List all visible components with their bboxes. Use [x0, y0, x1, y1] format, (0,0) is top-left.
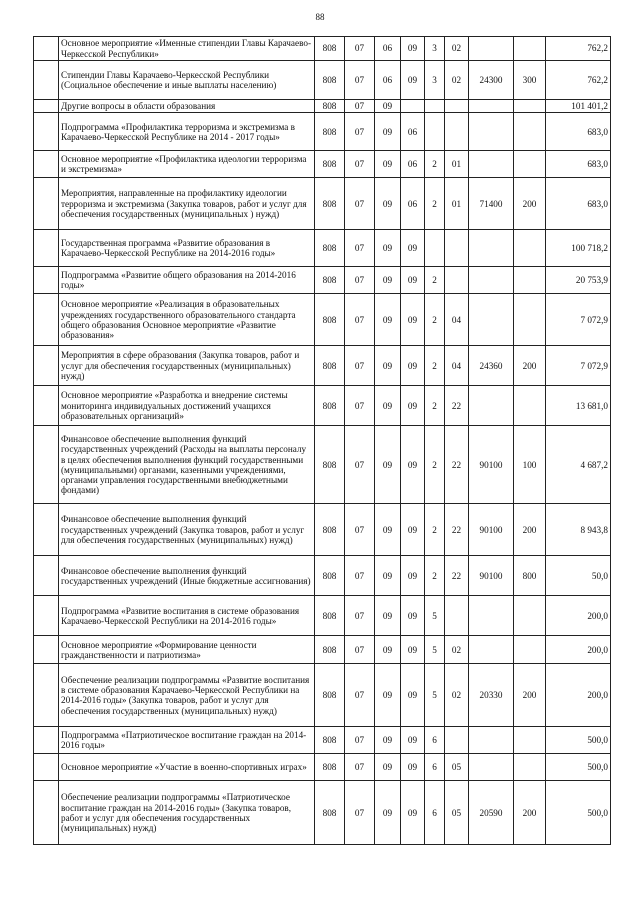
section-code: 07	[345, 37, 375, 61]
blank-cell	[34, 113, 59, 151]
event-code: 01	[445, 151, 469, 178]
row-name: Подпрограмма «Профилактика терроризма и экстремизма в Карачаево-Черкесской Республике на 2014 - 2017 годы»	[59, 113, 315, 151]
program-code: 09	[401, 664, 425, 727]
section-code: 07	[345, 754, 375, 781]
amount: 500,0	[546, 781, 611, 845]
subprogram-code: 5	[425, 596, 445, 636]
blank-cell	[34, 504, 59, 556]
event-code	[445, 100, 469, 113]
subsection-code: 09	[375, 727, 401, 754]
subprogram-code: 6	[425, 727, 445, 754]
subprogram-code	[425, 113, 445, 151]
row-name: Мероприятия, направленные на профилактику идеологии терроризма и экстремизма (Закупка товаров, работ и услуг для обеспечения государственных (муниципальных ) нужд)	[59, 178, 315, 230]
subsection-code: 09	[375, 781, 401, 845]
expense-type-code	[514, 386, 546, 426]
amount: 683,0	[546, 151, 611, 178]
section-code: 07	[345, 294, 375, 346]
budget-table	[33, 36, 611, 845]
program-code: 09	[401, 37, 425, 61]
ved-code: 808	[315, 151, 345, 178]
amount: 100 718,2	[546, 230, 611, 267]
event-code: 22	[445, 556, 469, 596]
amount: 20 753,9	[546, 267, 611, 294]
row-name: Финансовое обеспечение выполнения функций государственных учреждений (Расходы на выплаты персоналу в целях обеспечения выполнения функций государственными (муниципальными) органами, казенными учреждениями, органами управления государственными внебюджетными фондами)	[59, 426, 315, 504]
subprogram-code: 2	[425, 267, 445, 294]
subsection-code: 09	[375, 556, 401, 596]
table-row	[34, 267, 611, 294]
event-code: 22	[445, 504, 469, 556]
subprogram-code: 2	[425, 151, 445, 178]
subprogram-code	[425, 230, 445, 267]
expense-type-code: 100	[514, 426, 546, 504]
event-code: 01	[445, 178, 469, 230]
page-number: 88	[315, 12, 325, 22]
ved-code: 808	[315, 727, 345, 754]
amount: 500,0	[546, 727, 611, 754]
expense-type-code	[514, 727, 546, 754]
subsection-code: 09	[375, 294, 401, 346]
table-row	[34, 636, 611, 664]
program-code: 09	[401, 230, 425, 267]
section-code: 07	[345, 230, 375, 267]
program-code: 09	[401, 346, 425, 386]
section-code: 07	[345, 100, 375, 113]
ved-code: 808	[315, 596, 345, 636]
expense-type-code	[514, 267, 546, 294]
section-code: 07	[345, 426, 375, 504]
blank-cell	[34, 37, 59, 61]
direction-code	[469, 294, 514, 346]
ved-code: 808	[315, 178, 345, 230]
table-row	[34, 596, 611, 636]
table-row	[34, 556, 611, 596]
expense-type-code: 800	[514, 556, 546, 596]
program-code: 09	[401, 504, 425, 556]
table-row	[34, 151, 611, 178]
ved-code: 808	[315, 664, 345, 727]
amount: 101 401,2	[546, 100, 611, 113]
expense-type-code	[514, 636, 546, 664]
program-code: 09	[401, 556, 425, 596]
subsection-code: 09	[375, 346, 401, 386]
amount: 762,2	[546, 61, 611, 100]
subsection-code: 09	[375, 664, 401, 727]
ved-code: 808	[315, 61, 345, 100]
row-name: Обеспечение реализации подпрограммы «Развитие воспитания в системе образования Карачаево-Черкесской Республики на 2014-2016 годы» (Закупка товаров, работ и услуг для обеспечения государственных (муниципальных) нужд)	[59, 664, 315, 727]
table-row	[34, 178, 611, 230]
table-row	[34, 727, 611, 754]
event-code: 05	[445, 781, 469, 845]
event-code	[445, 267, 469, 294]
direction-code	[469, 113, 514, 151]
blank-cell	[34, 754, 59, 781]
table-row	[34, 100, 611, 113]
table-row	[34, 113, 611, 151]
direction-code: 20590	[469, 781, 514, 845]
expense-type-code	[514, 113, 546, 151]
program-code: 09	[401, 426, 425, 504]
expense-type-code	[514, 596, 546, 636]
amount: 683,0	[546, 178, 611, 230]
ved-code: 808	[315, 781, 345, 845]
expense-type-code	[514, 100, 546, 113]
event-code: 04	[445, 346, 469, 386]
program-code: 06	[401, 113, 425, 151]
direction-code: 24360	[469, 346, 514, 386]
direction-code: 71400	[469, 178, 514, 230]
blank-cell	[34, 664, 59, 727]
table-row	[34, 426, 611, 504]
blank-cell	[34, 636, 59, 664]
subprogram-code: 2	[425, 346, 445, 386]
expense-type-code: 200	[514, 346, 546, 386]
ved-code: 808	[315, 556, 345, 596]
table-row	[34, 230, 611, 267]
row-name: Основное мероприятие «Именные стипендии Главы Карачаево-Черкесской Республики»	[59, 37, 315, 61]
subprogram-code: 2	[425, 294, 445, 346]
section-code: 07	[345, 781, 375, 845]
row-name: Основное мероприятие «Разработка и внедрение системы мониторинга индивидуальных достижений учащихся образовательных организаций»	[59, 386, 315, 426]
ved-code: 808	[315, 426, 345, 504]
blank-cell	[34, 346, 59, 386]
section-code: 07	[345, 113, 375, 151]
row-name: Обеспечение реализации подпрограммы «Патриотическое воспитание граждан на 2014-2016 годы» (Закупка товаров, работ и услуг для обеспечения государственных (муниципальных) нужд)	[59, 781, 315, 845]
amount: 50,0	[546, 556, 611, 596]
expense-type-code: 200	[514, 504, 546, 556]
expense-type-code: 200	[514, 781, 546, 845]
ved-code: 808	[315, 294, 345, 346]
table-row	[34, 61, 611, 100]
section-code: 07	[345, 151, 375, 178]
event-code: 05	[445, 754, 469, 781]
amount: 7 072,9	[546, 294, 611, 346]
program-code: 06	[401, 151, 425, 178]
direction-code	[469, 636, 514, 664]
blank-cell	[34, 727, 59, 754]
program-code: 09	[401, 727, 425, 754]
subsection-code: 09	[375, 596, 401, 636]
program-code: 09	[401, 636, 425, 664]
amount: 13 681,0	[546, 386, 611, 426]
amount: 200,0	[546, 596, 611, 636]
subprogram-code: 2	[425, 556, 445, 596]
table-row	[34, 386, 611, 426]
subsection-code: 09	[375, 754, 401, 781]
expense-type-code	[514, 754, 546, 781]
section-code: 07	[345, 61, 375, 100]
section-code: 07	[345, 504, 375, 556]
direction-code	[469, 386, 514, 426]
row-name: Основное мероприятие «Участие в военно-спортивных играх»	[59, 754, 315, 781]
amount: 683,0	[546, 113, 611, 151]
table-body	[34, 37, 611, 845]
program-code: 09	[401, 781, 425, 845]
subprogram-code: 5	[425, 636, 445, 664]
direction-code: 90100	[469, 556, 514, 596]
table-row	[34, 37, 611, 61]
subsection-code: 09	[375, 267, 401, 294]
amount: 200,0	[546, 636, 611, 664]
subsection-code: 09	[375, 178, 401, 230]
direction-code	[469, 267, 514, 294]
blank-cell	[34, 100, 59, 113]
row-name: Подпрограмма «Развитие воспитания в системе образования Карачаево-Черкесской Республики на 2014-2016 годы»	[59, 596, 315, 636]
subprogram-code: 6	[425, 754, 445, 781]
direction-code	[469, 230, 514, 267]
blank-cell	[34, 556, 59, 596]
amount: 7 072,9	[546, 346, 611, 386]
subsection-code: 09	[375, 636, 401, 664]
blank-cell	[34, 386, 59, 426]
subprogram-code: 2	[425, 426, 445, 504]
event-code	[445, 727, 469, 754]
row-name: Финансовое обеспечение выполнения функций государственных учреждений (Иные бюджетные ассигнования)	[59, 556, 315, 596]
event-code: 02	[445, 636, 469, 664]
ved-code: 808	[315, 504, 345, 556]
expense-type-code: 200	[514, 178, 546, 230]
subprogram-code: 3	[425, 61, 445, 100]
ved-code: 808	[315, 386, 345, 426]
ved-code: 808	[315, 346, 345, 386]
event-code: 04	[445, 294, 469, 346]
subprogram-code: 2	[425, 386, 445, 426]
program-code: 09	[401, 754, 425, 781]
table-row	[34, 504, 611, 556]
direction-code	[469, 151, 514, 178]
expense-type-code	[514, 37, 546, 61]
ved-code: 808	[315, 37, 345, 61]
blank-cell	[34, 294, 59, 346]
ved-code: 808	[315, 113, 345, 151]
ved-code: 808	[315, 230, 345, 267]
subsection-code: 09	[375, 151, 401, 178]
blank-cell	[34, 596, 59, 636]
direction-code: 90100	[469, 426, 514, 504]
event-code: 02	[445, 37, 469, 61]
section-code: 07	[345, 346, 375, 386]
program-code: 09	[401, 267, 425, 294]
row-name: Стипендии Главы Карачаево-Черкесской Республики (Социальное обеспечение и иные выплаты населению)	[59, 61, 315, 100]
section-code: 07	[345, 267, 375, 294]
program-code: 09	[401, 294, 425, 346]
expense-type-code	[514, 230, 546, 267]
subsection-code: 06	[375, 61, 401, 100]
blank-cell	[34, 178, 59, 230]
direction-code	[469, 596, 514, 636]
ved-code: 808	[315, 267, 345, 294]
row-name: Основное мероприятие «Реализация в образовательных учреждениях государственного образовательного стандарта общего образования Основное мероприятие «Развитие образования»	[59, 294, 315, 346]
subsection-code: 09	[375, 113, 401, 151]
event-code	[445, 230, 469, 267]
table-row	[34, 781, 611, 845]
direction-code	[469, 754, 514, 781]
expense-type-code	[514, 151, 546, 178]
subprogram-code: 2	[425, 504, 445, 556]
table-row	[34, 664, 611, 727]
subprogram-code: 2	[425, 178, 445, 230]
row-name: Государственная программа «Развитие образования в Карачаево-Черкесской Республике на 2014-2016 годы»	[59, 230, 315, 267]
blank-cell	[34, 151, 59, 178]
subsection-code: 09	[375, 100, 401, 113]
event-code	[445, 596, 469, 636]
subsection-code: 09	[375, 504, 401, 556]
direction-code	[469, 727, 514, 754]
row-name: Финансовое обеспечение выполнения функций государственных учреждений (Закупка товаров, работ и услуг для обеспечения государственных (муниципальных) нужд)	[59, 504, 315, 556]
ved-code: 808	[315, 100, 345, 113]
section-code: 07	[345, 596, 375, 636]
table-row	[34, 754, 611, 781]
event-code: 02	[445, 61, 469, 100]
amount: 8 943,8	[546, 504, 611, 556]
blank-cell	[34, 230, 59, 267]
event-code	[445, 113, 469, 151]
row-name: Другие вопросы в области образования	[59, 100, 315, 113]
program-code: 09	[401, 386, 425, 426]
blank-cell	[34, 61, 59, 100]
blank-cell	[34, 781, 59, 845]
row-name: Подпрограмма «Патриотическое воспитание граждан на 2014-2016 годы»	[59, 727, 315, 754]
ved-code: 808	[315, 754, 345, 781]
blank-cell	[34, 267, 59, 294]
direction-code: 24300	[469, 61, 514, 100]
table-row	[34, 346, 611, 386]
direction-code: 90100	[469, 504, 514, 556]
subsection-code: 09	[375, 386, 401, 426]
program-code: 09	[401, 596, 425, 636]
expense-type-code: 300	[514, 61, 546, 100]
amount: 200,0	[546, 664, 611, 727]
program-code: 09	[401, 61, 425, 100]
direction-code: 20330	[469, 664, 514, 727]
row-name: Подпрограмма «Развитие общего образования на 2014-2016 годы»	[59, 267, 315, 294]
amount: 500,0	[546, 754, 611, 781]
subsection-code: 09	[375, 230, 401, 267]
event-code: 22	[445, 386, 469, 426]
subprogram-code: 5	[425, 664, 445, 727]
program-code	[401, 100, 425, 113]
ved-code: 808	[315, 636, 345, 664]
section-code: 07	[345, 178, 375, 230]
amount: 4 687,2	[546, 426, 611, 504]
section-code: 07	[345, 727, 375, 754]
subprogram-code: 3	[425, 37, 445, 61]
subprogram-code	[425, 100, 445, 113]
direction-code	[469, 37, 514, 61]
subsection-code: 06	[375, 37, 401, 61]
expense-type-code: 200	[514, 664, 546, 727]
section-code: 07	[345, 386, 375, 426]
blank-cell	[34, 426, 59, 504]
section-code: 07	[345, 664, 375, 727]
program-code: 06	[401, 178, 425, 230]
row-name: Основное мероприятие «Формирование ценности гражданственности и патриотизма»	[59, 636, 315, 664]
expense-type-code	[514, 294, 546, 346]
subsection-code: 09	[375, 426, 401, 504]
section-code: 07	[345, 556, 375, 596]
amount: 762,2	[546, 37, 611, 61]
section-code: 07	[345, 636, 375, 664]
table-row	[34, 294, 611, 346]
row-name: Основное мероприятие «Профилактика идеологии терроризма и экстремизма»	[59, 151, 315, 178]
direction-code	[469, 100, 514, 113]
row-name: Мероприятия в сфере образования (Закупка товаров, работ и услуг для обеспечения государственных (муниципальных) нужд)	[59, 346, 315, 386]
subprogram-code: 6	[425, 781, 445, 845]
event-code: 22	[445, 426, 469, 504]
event-code: 02	[445, 664, 469, 727]
